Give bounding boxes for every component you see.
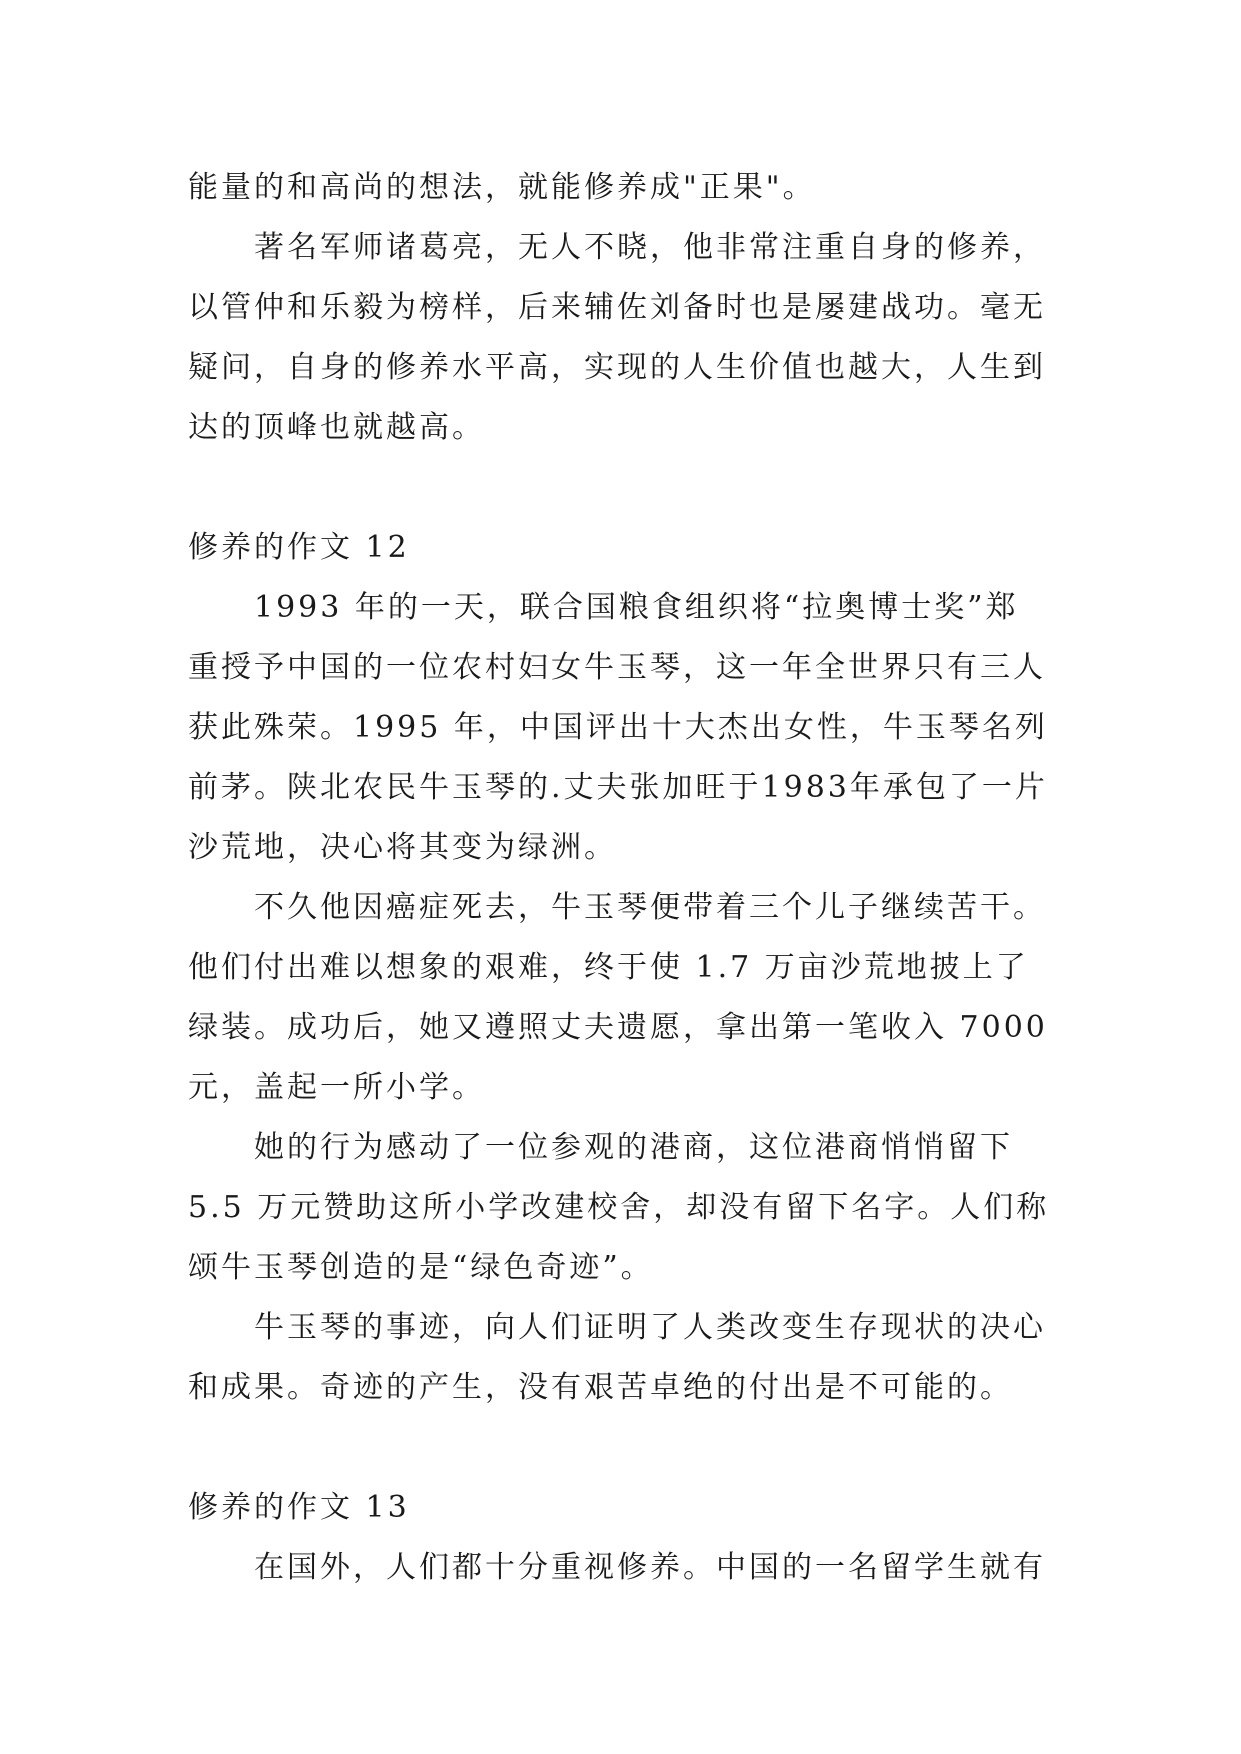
paragraph: 1993 年的一天，联合国粮食组织将“拉奥博士奖”郑重授予中国的一位农村妇女牛玉琴，这一年全世界只有三人获此殊荣。1995 年，中国评出十大杰出女性，牛玉琴名列前茅。陕北农民牛玉琴的.丈夫张加旺于1983年承包了一片沙荒地，决心将其变为绿洲。 [188, 590, 1048, 865]
document-body [188, 158, 1050, 1598]
paragraph: 牛玉琴的事迹，向人们证明了人类改变生存现状的决心和成果。奇迹的产生，没有艰苦卓绝的付出是不可能的。 [188, 1310, 1046, 1405]
section-heading: 修养的作文 12 [188, 530, 410, 565]
paragraph: 能量的和高尚的想法，就能修养成"正果"。 [188, 170, 816, 205]
paragraph: 著名军师诸葛亮，无人不晓，他非常注重自身的修养，以管仲和乐毅为榜样，后来辅佐刘备时也是屡建战功。毫无疑问，自身的修养水平高，实现的人生价值也越大，人生到达的顶峰也就越高。 [188, 230, 1046, 445]
paragraph: 她的行为感动了一位参观的港商，这位港商悄悄留下 5.5 万元赞助这所小学改建校舍，却没有留下名字。人们称颂牛玉琴创造的是“绿色奇迹”。 [188, 1130, 1050, 1285]
paragraph: 在国外，人们都十分重视修养。中国的一名留学生就有 [254, 1550, 1046, 1585]
section-heading: 修养的作文 13 [188, 1490, 410, 1525]
paragraph: 不久他因癌症死去，牛玉琴便带着三个儿子继续苦干。他们付出难以想象的艰难，终于使 1.7 万亩沙荒地披上了绿装。成功后，她又遵照丈夫遗愿，拿出第一笔收入 7000 元，盖起一所小学。 [188, 890, 1048, 1105]
